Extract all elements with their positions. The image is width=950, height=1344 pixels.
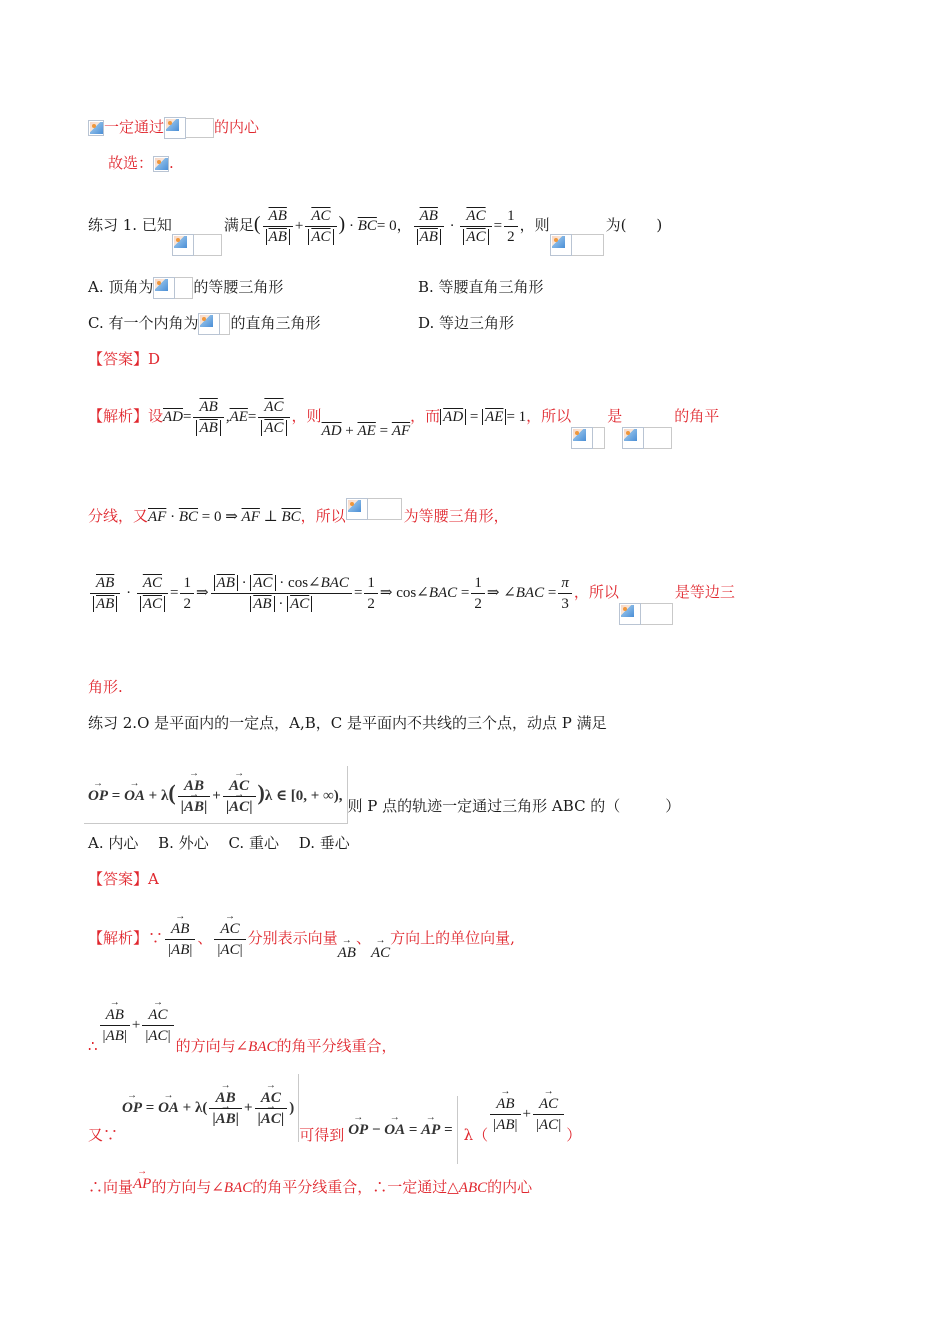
frac-half: $\frac{1}{2}$ [504, 206, 518, 247]
image-frame [641, 603, 673, 625]
text: 的方向与∠ [175, 1037, 249, 1055]
text: 满足 [223, 216, 254, 234]
frac-ac: → $\frac{AC}{|AC|}$ [214, 919, 245, 960]
frac-half: $\frac{1}{2}$ [364, 573, 378, 614]
frac-ac: $\frac{\overline{AC}}{AC}$ [137, 573, 168, 614]
image-frame [593, 427, 605, 449]
ex2-options: A. 内心 B. 外心 C. 重心 D. 垂心 [88, 834, 350, 852]
frac-ac: $\frac{\overline{AC}}{AC}$ [460, 206, 491, 247]
image-placeholder-icon [164, 117, 186, 139]
ex1-prefix: 练习 1. 已知 [88, 216, 172, 234]
image-frame [572, 234, 604, 256]
ex1-analysis-1: 【解析】设$\overline{AD}=$ $\frac{\overline{AB}}{AB}$ $,\overline{AE}=$ $\frac{\overline{AC}}{AC}$ ，则$\overline{AD} + \overline{AE} = \overline{AF}$，而 $\overline{AD} = \overline{AE} = 1$，所以 是 的角平 [88, 384, 719, 448]
ex1-triangle-image [172, 216, 224, 256]
image-slot [571, 409, 607, 449]
image-frame [368, 498, 402, 520]
ex2-formula-image-3: → OP − → OA = → AP = [344, 1096, 457, 1164]
text: ，所以 [300, 507, 346, 525]
image-placeholder-icon [622, 427, 644, 449]
ex1-answer: 【答案】D [88, 350, 161, 368]
image-slot [622, 409, 674, 449]
image-frame [186, 118, 214, 138]
image-frame [220, 313, 230, 335]
frac-cos: $\frac{\overline{AB} \cdot \overline{AC} \cdot \cos\angle BAC}{\overline{AB} \cdot \overline{AC}}$ [211, 573, 352, 614]
ex1-analysis-4: 角形. [88, 678, 123, 696]
image-slot [619, 585, 675, 625]
text: 为( ) [605, 216, 663, 234]
text: λ（ [463, 1126, 489, 1144]
ex2-formula-image-2: → OP = → OA + λ( → $\frac{AB}{|\to AB|}$ + → $\frac{AC}{|\to AC|}$ ) [118, 1074, 299, 1142]
text: ，所以 [573, 583, 619, 601]
text: 可得到 [299, 1126, 345, 1144]
ex2-formula-line [84, 766, 680, 816]
text: 【解析】∵ [88, 929, 164, 947]
frac-pi-3: $\frac{\pi}{3}$ [558, 573, 572, 614]
ex2-formula-image: → OP = → OA + λ( → $\frac{AB}{|\to AB|}$ + → $\frac{AC}{|\to AC|}$ )λ ∈ [0, + ∞), [84, 766, 348, 824]
frac-ab: → $\frac{AB}{|\to AB|}$ [178, 776, 211, 817]
text: ∴ [88, 1037, 98, 1055]
frac-ac: → $\frac{AC}{|AC|}$ [533, 1094, 564, 1135]
text: 一定通过 [104, 118, 165, 136]
ex1-option-c [88, 312, 321, 335]
image-frame [175, 277, 193, 299]
ex1-analysis-2: 分线，又$\overline{AF} \cdot \overline{BC} = 0$ ⇒ $\overline{AF}$ ⊥ $\overline{BC}$，所以 为等腰三角形， [88, 498, 509, 534]
ex1-analysis-3: $\frac{\overline{AB}}{AB}$ · $\frac{\overline{AC}}{AC}$ = $\frac{1}{2}$ ⇒ $\frac{\overline{AB} \cdot \overline{AC} \cdot \cos\angle BAC}{\overline{AB} \cdot \overline{AC}}$ = $\frac{1}{2}$ ⇒ cos∠BAC = $\frac{1}{2}$ ⇒ ∠BAC = $\frac{\pi}{3}$ ，所以 是等边三 [88, 560, 735, 624]
image-placeholder-icon [571, 427, 593, 449]
text: 的等腰三角形 [193, 278, 284, 296]
frac-ac: → $\frac{AC}{|AC|}$ [142, 1005, 173, 1046]
text: 分线，又 [88, 507, 149, 525]
ex1-question: 练习 1. 已知 满足( $\frac{\overline{AB}}{AB}$ + $\frac{\overline{AC}}{AC}$ ) · $\overline{BC}= 0$， $\frac{\overline{AB}}{AB}$ · $\frac{\overline{AC}}{AC}$ = $\frac{1}{2}$ ，则 为( ) [88, 194, 662, 254]
frac-ab: → $\frac{AB}{|AB|}$ [165, 919, 195, 960]
ex1-triangle-image-2 [550, 216, 606, 256]
ex2-analysis-2: ∴ → $\frac{AB}{|AB|}$ + → $\frac{AC}{|AC|}$ 的方向与∠BAC的角平分线重合， [88, 992, 397, 1056]
text: ，所以 [526, 407, 572, 425]
text: C. 有一个内角为 [88, 314, 199, 332]
text: 的直角三角形 [230, 314, 321, 332]
image-placeholder-icon [346, 498, 368, 520]
text: = 1 [506, 409, 527, 425]
text: BAC [248, 1039, 277, 1055]
ex1-option-a [88, 276, 283, 299]
text: 分别表示向量 [247, 929, 338, 947]
frac-half: $\frac{1}{2}$ [471, 573, 485, 614]
text: ∴向量 [88, 1178, 134, 1196]
image-placeholder-icon [153, 156, 169, 172]
text: 故选： [108, 154, 154, 172]
text: = 0 [376, 218, 397, 234]
image-placeholder-icon [550, 234, 572, 256]
frac-ac: $\frac{\overline{AC}}{AC}$ [258, 397, 289, 438]
text: BAC [223, 1180, 253, 1196]
frac-ab: $\frac{\overline{AB}}{AB}$ [263, 206, 293, 247]
frac-ab: $\frac{\overline{AB}}{AB}$ [193, 397, 223, 438]
text: ，则 [519, 216, 550, 234]
image-placeholder-icon [88, 120, 104, 136]
text: A. 顶角为 [88, 278, 154, 296]
frac-ab: $\frac{\overline{AB}}{AB}$ [90, 573, 120, 614]
text: ABC [458, 1180, 488, 1196]
frac-half: $\frac{1}{2}$ [180, 573, 194, 614]
image-placeholder-icon [172, 234, 194, 256]
ex1-option-d: D. 等边三角形 [418, 314, 515, 332]
text: . [169, 154, 174, 172]
text: 则 P 点的轨迹一定通过三角形 ABC 的（ ） [347, 797, 681, 815]
text: 是等边三 [674, 583, 735, 601]
text: 为等腰三角形， [403, 507, 509, 525]
line-top-1 [88, 116, 259, 139]
text: 、 [197, 929, 213, 947]
text: ，则 [291, 407, 322, 425]
text: 的内心 [214, 118, 260, 136]
frac-ac: → $\frac{AC}{|\to AC|}$ [223, 776, 256, 817]
frac-ab: → $\frac{AB}{|AB|}$ [490, 1094, 520, 1135]
text: ） [566, 1126, 582, 1144]
image-slot [346, 498, 404, 522]
text: 【解析】设 [88, 407, 164, 425]
text: 的角平 [674, 407, 720, 425]
line-top-2 [108, 152, 174, 174]
ex2-analysis-1: 【解析】∵ → $\frac{AB}{|AB|}$ 、 → $\frac{AC}{|AC|}$ 分别表示向量→ AB、→ AC方向上的单位向量, [88, 906, 515, 970]
frac-ab: → $\frac{AB}{|\to AB|}$ [209, 1088, 242, 1129]
text: 的角平分线重合，∴一定通过△ [252, 1178, 459, 1196]
ex2-analysis-3: 又∵→ OP = → OA + λ( → $\frac{AB}{|\to AB|}$ + → $\frac{AC}{|\to AC|}$ )可得到 → OP − → OA = → AP = λ（ → $\frac{AB}{|AB|}$ + → $\frac{AC}{|AC|}$ ） [88, 1080, 581, 1144]
image-placeholder-icon [153, 277, 175, 299]
ex1-option-b: B. 等腰直角三角形 [418, 278, 544, 296]
image-placeholder-icon [198, 313, 220, 335]
frac-ab: $\frac{\overline{AB}}{AB}$ [414, 206, 444, 247]
text: 方向上的单位向量, [390, 929, 515, 947]
ex2-answer: 【答案】A [88, 870, 159, 888]
text: 的方向与∠ [151, 1178, 224, 1196]
ex2-question: 练习 2.O 是平面内的一定点，A,B，C 是平面内不共线的三个点，动点 P 满足 [88, 714, 607, 732]
frac-ac: $\frac{\overline{AC}}{AC}$ [305, 206, 336, 247]
frac-ac: → $\frac{AC}{|\to AC|}$ [255, 1088, 288, 1129]
text: λ ∈ [0, + ∞), [264, 788, 343, 804]
ex2-analysis-4: ∴向量→ AP的方向与∠BAC的角平分线重合，∴一定通过△ABC的内心 [88, 1176, 532, 1199]
text: 是 [607, 407, 623, 425]
frac-ab: → $\frac{AB}{|AB|}$ [100, 1005, 130, 1046]
image-placeholder-icon [619, 603, 641, 625]
image-frame [194, 234, 222, 256]
text: 的角平分线重合， [276, 1037, 397, 1055]
image-frame [644, 427, 672, 449]
text: 又∵ [88, 1126, 119, 1144]
text: 的内心 [487, 1178, 533, 1196]
text: ，而 [410, 407, 441, 425]
